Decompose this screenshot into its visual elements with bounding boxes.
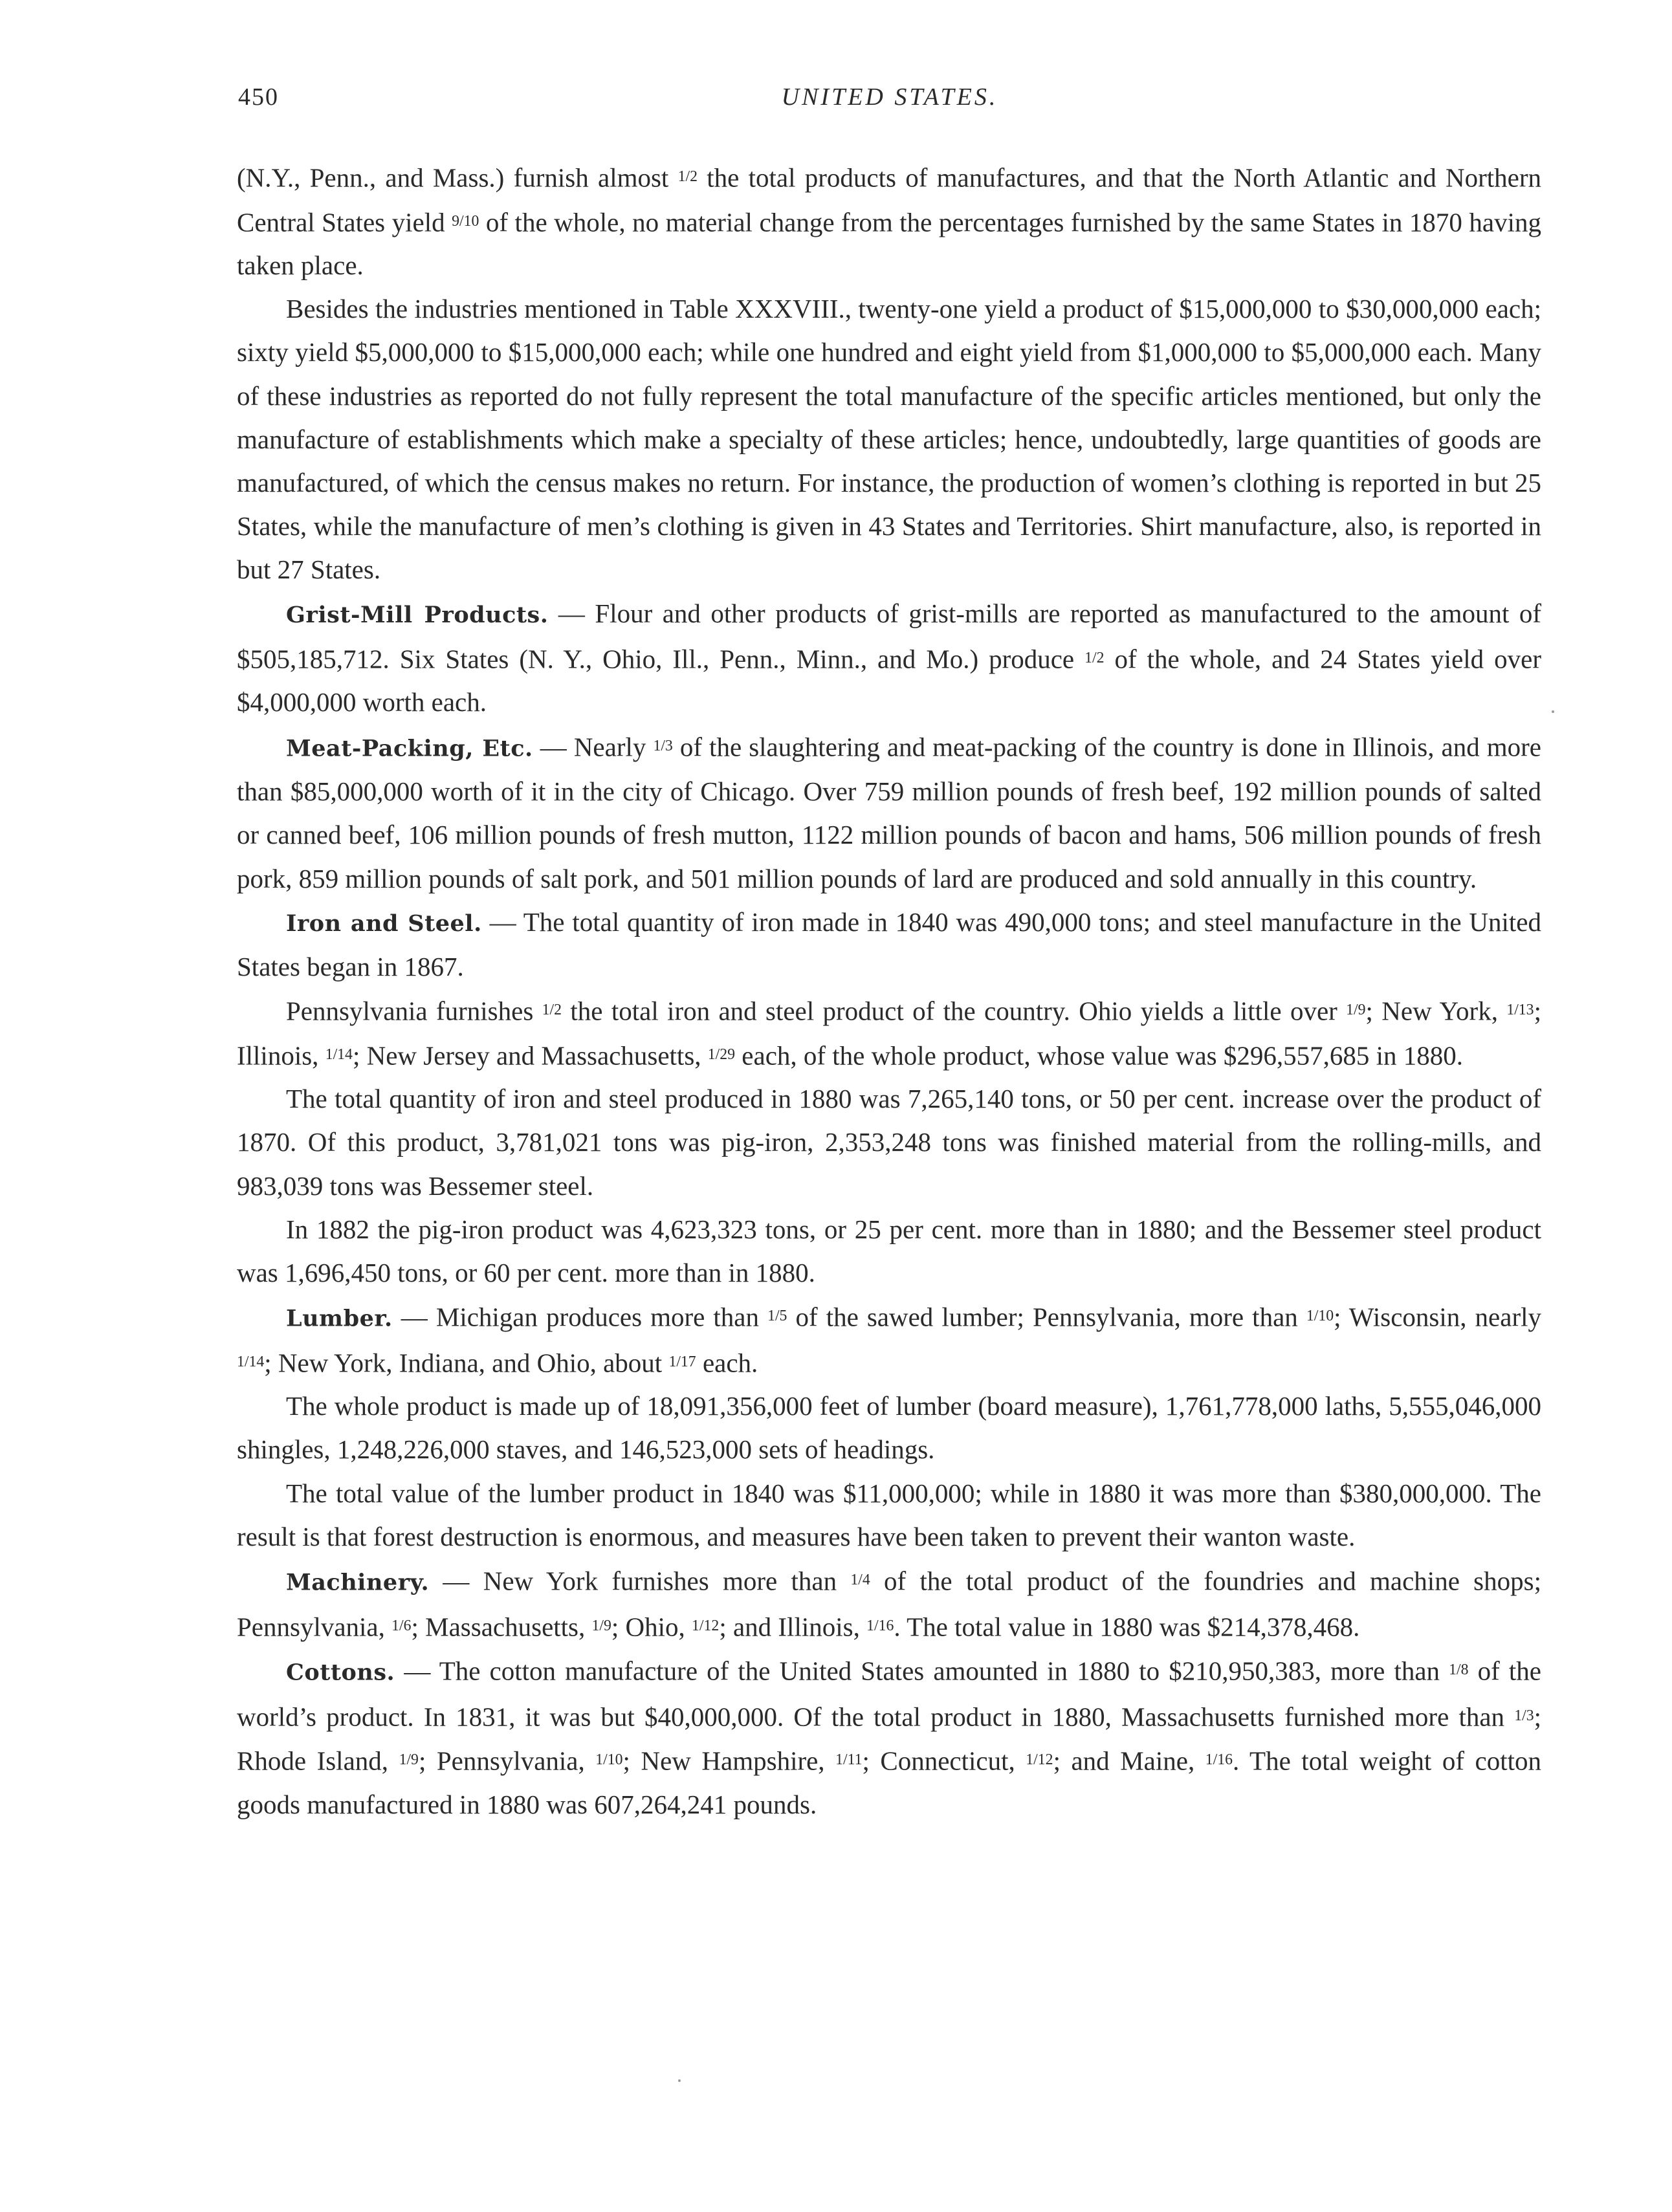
fraction: 1/6 <box>391 1617 412 1634</box>
text-run: each, of the whole product, whose value was $296,557,685 in 1880. <box>735 1040 1464 1070</box>
fraction: 1/11 <box>835 1751 863 1769</box>
paragraph <box>237 1385 1541 1471</box>
text-run: ; New York, Indiana, and Ohio, about <box>264 1347 669 1377</box>
text-run: The whole product is made up of 18,091,356,000 feet of lumber (board measure), 1,761,778,000 laths, 5,555,046,000 shingles, 1,248,226,000 staves, and 146,523,000 sets of headings. <box>237 1391 1541 1465</box>
text-run: of the slaughtering and meat-packing of the country is done in Illinois, and more than $85,000,000 worth of it in the city of Chicago. Over 759 million pounds of fresh beef, 192 million pounds of salted or canned beef, 106 million pounds of fresh mutton, 1122 million pounds of bacon and hams, 506 million pounds of fresh pork, 859 million pounds of salt pork, and 501 million pounds of lard are produced and sold annually in this country. <box>237 731 1541 893</box>
text-run: ; New Hampshire, <box>622 1746 836 1776</box>
paragraph <box>237 1559 1541 1648</box>
text-run: ; and Maine, <box>1053 1746 1205 1776</box>
paragraph <box>237 901 1541 989</box>
section-heading: Lumber. <box>286 1305 393 1332</box>
paragraph <box>237 725 1541 901</box>
paragraph <box>237 1208 1541 1295</box>
running-head: UNITED STATES. <box>781 83 998 111</box>
text-run: of the whole, and 24 States yield over $4,000,000 worth each. <box>237 644 1541 717</box>
text-run: ; Massachusetts, <box>411 1611 592 1641</box>
text-run: the total iron and steel product of the country. Ohio yields a little over <box>562 996 1347 1026</box>
body-text <box>237 155 1541 1826</box>
paragraph <box>237 287 1541 591</box>
text-run: — The total quantity of iron made in 1840 was 490,000 tons; and steel manufacture in the United States began in 1867. <box>237 906 1541 981</box>
fraction: 1/12 <box>1026 1751 1053 1769</box>
text-run: Besides the industries mentioned in Table XXXVIII., twenty-one yield a product of $15,000,000 to $30,000,000 each; sixty yield $5,000,000 to $15,000,000 each; while one hundred and eight yield from $1,000,000 to $5,000,000 each. Many of these industries as reported do not fully represent the total manufacture of the specific articles mentioned, but only the manufacture of establishments which make a specialty of these articles; hence, undoubtedly, large quantities of goods are manufactured, of which the census makes no return. For instance, the production of women’s clothing is reported in but 25 States, while the manufacture of men’s clothing is given in 43 States and Territories. Shirt manufacture, also, is reported in but 27 States. <box>237 294 1541 585</box>
print-speck <box>678 2079 681 2082</box>
fraction: 1/2 <box>1084 649 1105 666</box>
fraction: 1/13 <box>1506 1002 1534 1019</box>
text-run: of the total product of the foundries and machine shops; Pennsylvania, <box>237 1566 1541 1641</box>
text-run: of the world’s product. In 1831, it was but $40,000,000. Of the total product in 1880, Massachusetts furnished more than <box>237 1656 1541 1731</box>
text-run: ; Illinois, <box>237 996 1541 1070</box>
text-run: the total products of manufactures, and that the North Atlantic and Northern Central States yield <box>237 162 1542 237</box>
text-run: ; New York, <box>1365 996 1507 1026</box>
text-run: ; Wisconsin, nearly <box>1334 1302 1541 1332</box>
fraction: 1/3 <box>653 737 673 754</box>
section-heading: Iron and Steel. <box>286 910 482 937</box>
fraction: 1/5 <box>767 1308 787 1325</box>
text-run: . The total weight of cotton goods manufactured in 1880 was 607,264,241 pounds. <box>237 1746 1541 1819</box>
fraction: 1/16 <box>1205 1751 1233 1769</box>
fraction: 1/10 <box>1306 1308 1334 1325</box>
section-heading: Cottons. <box>286 1659 395 1686</box>
fraction: 1/16 <box>866 1617 894 1634</box>
paragraph <box>237 1077 1541 1208</box>
text-run: ; Connecticut, <box>862 1746 1026 1776</box>
fraction: 9/10 <box>452 212 479 230</box>
text-run: — Flour and other products of grist-mills are reported as manufactured to the amount of $505,185,712. Six States (N. Y., Ohio, Ill., Penn., Minn., and Mo.) produce <box>237 598 1541 674</box>
text-run: Pennsylvania furnishes <box>286 996 542 1026</box>
fraction: 1/14 <box>325 1046 353 1063</box>
fraction: 1/9 <box>1346 1002 1366 1019</box>
section-heading: Grist-Mill Products. <box>286 601 549 628</box>
section-heading: Meat-Packing, Etc. <box>286 734 533 761</box>
fraction: 1/9 <box>591 1617 611 1634</box>
text-run: — Nearly <box>533 731 654 761</box>
paragraph <box>237 1295 1541 1385</box>
text-run: The total quantity of iron and steel produced in 1880 was 7,265,140 tons, or 50 per cent. increase over the product of 1870. Of this product, 3,781,021 tons was pig-iron, 2,353,248 tons was finished material from the rolling-mills, and 983,039 tons was Bessemer steel. <box>237 1084 1541 1201</box>
page-header <box>238 83 1541 122</box>
text-run: ; Rhode Island, <box>237 1701 1541 1776</box>
paragraph <box>237 592 1541 725</box>
text-run: each. <box>696 1347 758 1377</box>
fraction: 1/4 <box>850 1571 870 1588</box>
text-run: of the sawed lumber; Pennsylvania, more than <box>787 1302 1306 1332</box>
page-number: 450 <box>238 83 279 111</box>
text-run: The total value of the lumber product in 1840 was $11,000,000; while in 1880 it was more than $380,000,000. The result is that forest destruction is enormous, and measures have been taken to prevent their wanton waste. <box>237 1478 1541 1551</box>
fraction: 1/2 <box>542 1002 562 1019</box>
text-run: ; Pennsylvania, <box>418 1746 596 1776</box>
print-speck <box>1552 710 1554 713</box>
section-heading: Machinery. <box>286 1569 430 1596</box>
fraction: 1/3 <box>1514 1707 1534 1724</box>
paragraph <box>237 155 1541 287</box>
text-run: . The total value in 1880 was $214,378,468. <box>894 1611 1360 1641</box>
fraction: 1/10 <box>595 1751 623 1769</box>
paragraph <box>237 1472 1541 1559</box>
text-run: (N.Y., Penn., and Mass.) furnish almost <box>237 162 678 193</box>
fraction: 1/29 <box>707 1046 736 1063</box>
fraction: 1/17 <box>668 1353 696 1370</box>
fraction: 1/9 <box>399 1751 419 1769</box>
fraction: 1/14 <box>237 1353 265 1370</box>
paragraph <box>237 989 1541 1077</box>
text-run: — The cotton manufacture of the United States amounted in 1880 to $210,950,383, more than <box>395 1656 1449 1686</box>
text-run: ; New Jersey and Massachusetts, <box>352 1040 708 1070</box>
paragraph <box>237 1648 1541 1826</box>
fraction: 1/8 <box>1449 1661 1469 1679</box>
text-run: — Michigan produces more than <box>392 1302 768 1332</box>
fraction: 1/2 <box>677 168 698 185</box>
text-run: of the whole, no material change from the percentages furnished by the same States in 1870 having taken place. <box>237 206 1542 281</box>
text-run: In 1882 the pig-iron product was 4,623,323 tons, or 25 per cent. more than in 1880; and the Bessemer steel product was 1,696,450 tons, or 60 per cent. more than in 1880. <box>237 1214 1541 1287</box>
text-run: — New York furnishes more than <box>429 1566 851 1596</box>
text-run: ; Ohio, <box>611 1611 692 1641</box>
text-run: ; and Illinois, <box>719 1611 867 1641</box>
fraction: 1/12 <box>692 1617 720 1634</box>
